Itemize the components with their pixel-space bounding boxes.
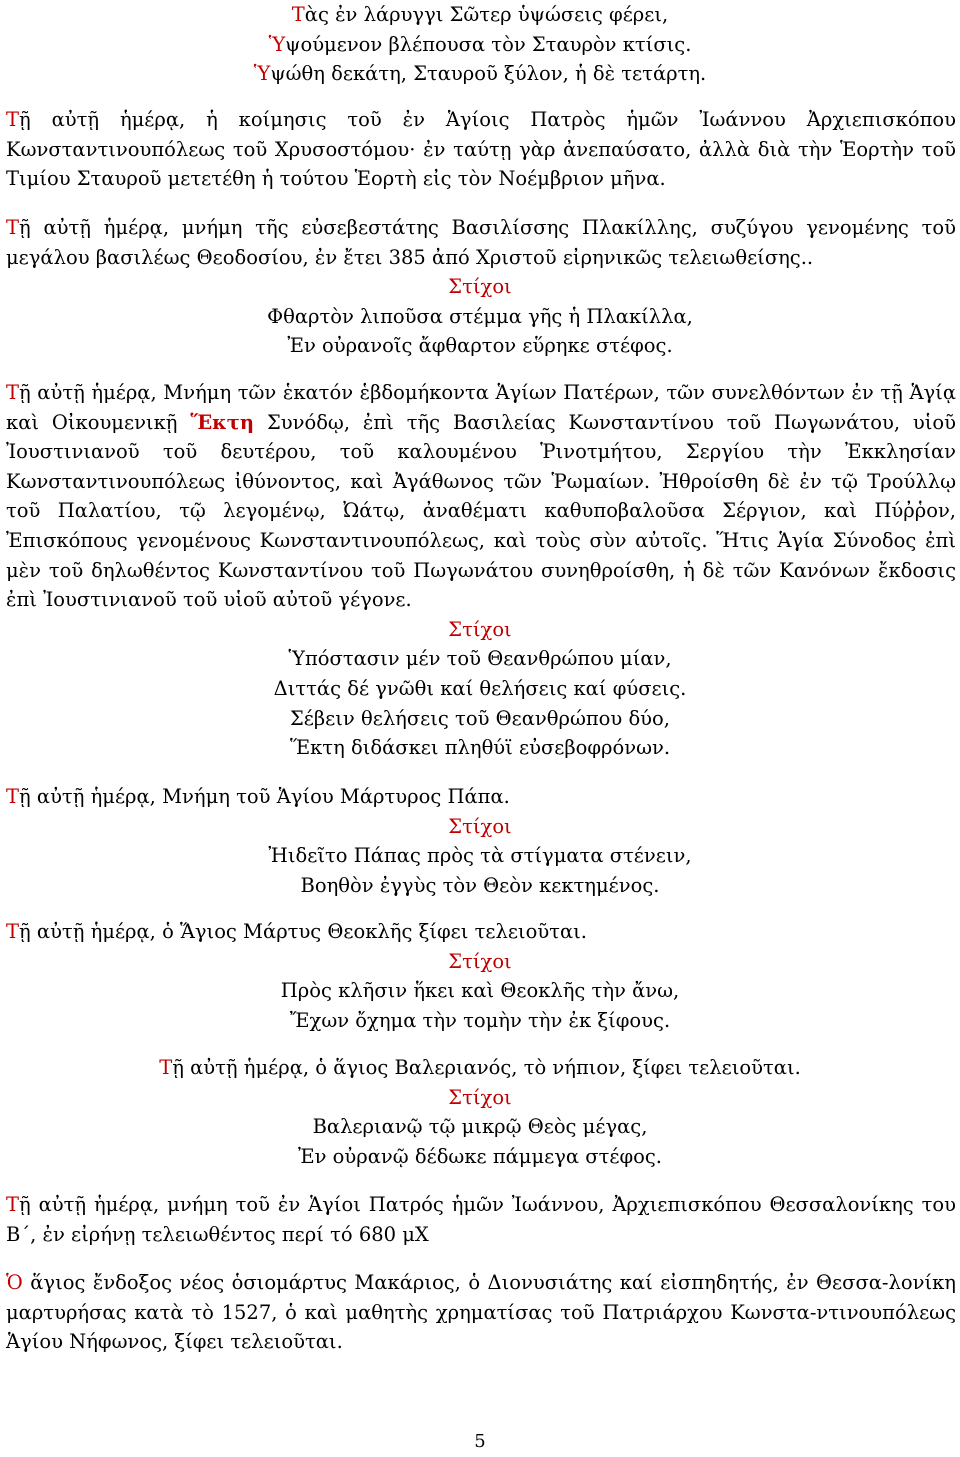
entry-text: ῇ αὐτῇ ἡμέρᾳ, ἡ κοίμησις τοῦ ἐν Ἁγίοις Πατρὸς ἡμῶν Ἰωάννου Ἀρχιεπισκόπου Κωνσταντινουπόλεως τοῦ Χρυσοστόμου· ἐν ταύτῃ γὰρ ἀνεπαύσατο, ἀλλὰ διὰ τὴν Ἑορτὴν τοῦ Τιμίου Σταυροῦ μετετέθη ἡ τούτου Ἑορτὴ εἰς τὸν Νοέμβριον μῆνα. — [6, 108, 956, 191]
red-initial: Τ — [6, 785, 20, 808]
verse-line: Ἕκτη διδάσκει πληθύϊ εὐσεβοφρόνων. — [289, 736, 671, 760]
entry-text: Συνόδῳ, ἐπὶ τῆς Βασιλείας Κωνσταντίνου τοῦ Πωγωνάτου, υἱοῦ Ἰουστινιανοῦ τοῦ δευτέρου, τοῦ καλουμένου Ῥινοτμήτου, Σεργίου τὴν Ἐκκλησίαν Κωνσταντινουπόλεως ἰθύνοντος, καὶ Ἀγάθωνος τῶν Ῥωμαίων. Ἠθροίσθη δὲ ἐν τῷ Τρούλλῳ τοῦ Παλατίου, τῷ λεγομένῳ, Ὠάτῳ, ἀναθέματι καθυποβαλοῦσα Σέργιον, καὶ Πύῤῥον, Ἐπισκόπους γενομένους Κωνσταντινουπόλεως, καὶ τοὺς σὺν αὐτοῖς. Ἥτις Ἁγία Σύνοδος ἐπὶ μὲν τοῦ δηλωθέντος Κωνσταντίνου τοῦ Πωγωνάτου συνηθροίσθη, ἡ δὲ τῶν Κανόνων ἔκδοσις ἐπὶ Ἰουστινιανοῦ τοῦ υἱοῦ αὐτοῦ γέγονε. — [6, 410, 957, 612]
opening-verse-line — [0, 0, 960, 30]
red-initial: Ὑ — [268, 32, 286, 56]
entry-paragraph — [6, 213, 956, 272]
stichoi-heading: Στίχοι — [448, 275, 512, 299]
verse-text: ὰς ἐν λάρυγγι Σῶτερ ὑψώσεις φέρει, — [304, 3, 669, 26]
verse-line: Διττάς δέ γνῶθι καί θελήσεις καί φύσεις. — [273, 676, 687, 700]
entry-valerian — [0, 1053, 960, 1171]
red-initial: Τ — [159, 1056, 173, 1079]
verse-line: Σέβειν θελήσεις τοῦ Θεανθρώπου δύο, — [290, 706, 670, 730]
verse-line: Πρὸς κλῆσιν ἥκει καὶ Θεοκλῆς τὴν ἄνω, — [280, 979, 680, 1003]
entry-text: ῇ αὐτῇ ἡμέρᾳ, μνήμη τῆς εὐσεβεστάτης Βασιλίσσης Πλακίλλης, συζύγου γενομένης τοῦ μεγάλου βασιλέως Θεοδοσίου, ἐν ἔτει 385 ἀπό Χριστοῦ εἰρηνικῶς τελειωθείσης.. — [6, 216, 956, 269]
verse-line: Βοηθὸν ἐγγὺς τὸν Θεὸν κεκτημένος. — [300, 873, 660, 897]
verse-line: Ἔχων ὄχημα τὴν τομὴν τὴν ἐκ ξίφους. — [289, 1008, 671, 1032]
page-number: 5 — [474, 1431, 486, 1452]
stichoi-heading: Στίχοι — [448, 949, 512, 973]
red-initial: Ὑ — [253, 62, 271, 86]
entry-placilla — [0, 213, 960, 361]
opening-verse-line — [0, 30, 960, 60]
entry-text: ῇ αὐτῇ ἡμέρᾳ, μνήμη τοῦ ἐν Ἁγίοι Πατρός ἡμῶν Ἰωάννου, Ἀρχιεπισκόπου Θεσσαλονίκης του Β΄, ἐν εἰρήνῃ τελειωθέντος περί τό 680 μΧ — [6, 1193, 956, 1246]
verse-text: ψούμενον βλέπουσα τὸν Σταυρὸν κτίσις. — [285, 32, 692, 56]
red-initial: Τ — [6, 216, 20, 239]
entry-text: ἅγιος ἔνδοξος νέος ὁσιομάρτυς Μακάριος, ὁ Διονυσιάτης καί εἰσπηδητής, ἐν Θεσσα-λονίκη μαρτυρήσας κατὰ τὸ 1527, ὁ καὶ μαθητὴς χρηματίσας τοῦ Πατριάρχου Κωνστα-ντινουπόλεως Ἁγίου Νήφωνος, ξίφει τελειοῦται. — [6, 1271, 956, 1354]
verse-line: Βαλεριανῷ τῷ μικρῷ Θεὸς μέγας, — [312, 1115, 648, 1139]
entry-text: ῇ αὐτῇ ἡμέρᾳ, Μνήμη τῶν ἑκατόν ἑβδομήκοντα Ἁγίων Πατέρων, τῶν συνελθόντων ἐν τῇ Ἁγίᾳ καὶ Οἰκουμενικῇ — [6, 381, 956, 434]
entry-paragraph — [6, 378, 956, 615]
entry-text: ῇ αὐτῇ ἡμέρᾳ, Μνήμη τοῦ Ἁγίου Μάρτυρος Πάπα. — [19, 785, 510, 808]
red-initial: Τ — [6, 381, 20, 404]
red-initial: Τ — [6, 108, 20, 131]
verse-line: Φθαρτὸν λιποῦσα στέμμα γῆς ἡ Πλακίλλα, — [267, 304, 693, 328]
entry-papas — [0, 782, 960, 900]
stichoi-heading: Στίχοι — [448, 1085, 512, 1109]
red-initial: Τ — [6, 1193, 20, 1216]
entry-paragraph — [0, 917, 960, 947]
verse-text: ψώθη δεκάτη, Σταυροῦ ξύλον, ἡ δὲ τετάρτη. — [270, 62, 707, 86]
entry-john-thessalonica — [6, 1190, 956, 1249]
entry-theocles — [0, 917, 960, 1035]
verse-line: Ἐν οὐρανοῖς ἄφθαρτον εὕρηκε στέφος. — [287, 334, 673, 358]
entry-macarius — [6, 1268, 956, 1357]
entry-paragraph — [0, 782, 960, 812]
verse-line: Ὑπόστασιν μέν τοῦ Θεανθρώπου μίαν, — [288, 647, 672, 671]
entry-text: ῇ αὐτῇ ἡμέρᾳ, ὁ Ἅγιος Μάρτυς Θεοκλῆς ξίφει τελειοῦται. — [19, 920, 587, 943]
entry-paragraph — [0, 1053, 960, 1083]
verse-line: Ἠιδεῖτο Πάπας πρὸς τὰ στίγματα στένειν, — [268, 844, 692, 868]
entry-text: ῇ αὐτῇ ἡμέρᾳ, ὁ ἅγιος Βαλεριανός, τὸ νήπιον, ξίφει τελειοῦται. — [172, 1056, 801, 1079]
red-initial: Τ — [291, 3, 305, 26]
bold-red-word: Ἕκτη — [190, 410, 255, 434]
red-initial: Τ — [6, 920, 20, 943]
opening-verses — [0, 0, 960, 89]
opening-verse-line — [0, 59, 960, 89]
entry-sixth-council — [0, 378, 960, 763]
entry-chrysostom — [6, 105, 956, 194]
red-initial: Ὁ — [6, 1271, 23, 1294]
stichoi-heading: Στίχοι — [448, 814, 512, 838]
stichoi-heading: Στίχοι — [448, 617, 512, 641]
verse-line: Ἐν οὐρανῷ δέδωκε πάμμεγα στέφος. — [297, 1144, 662, 1168]
